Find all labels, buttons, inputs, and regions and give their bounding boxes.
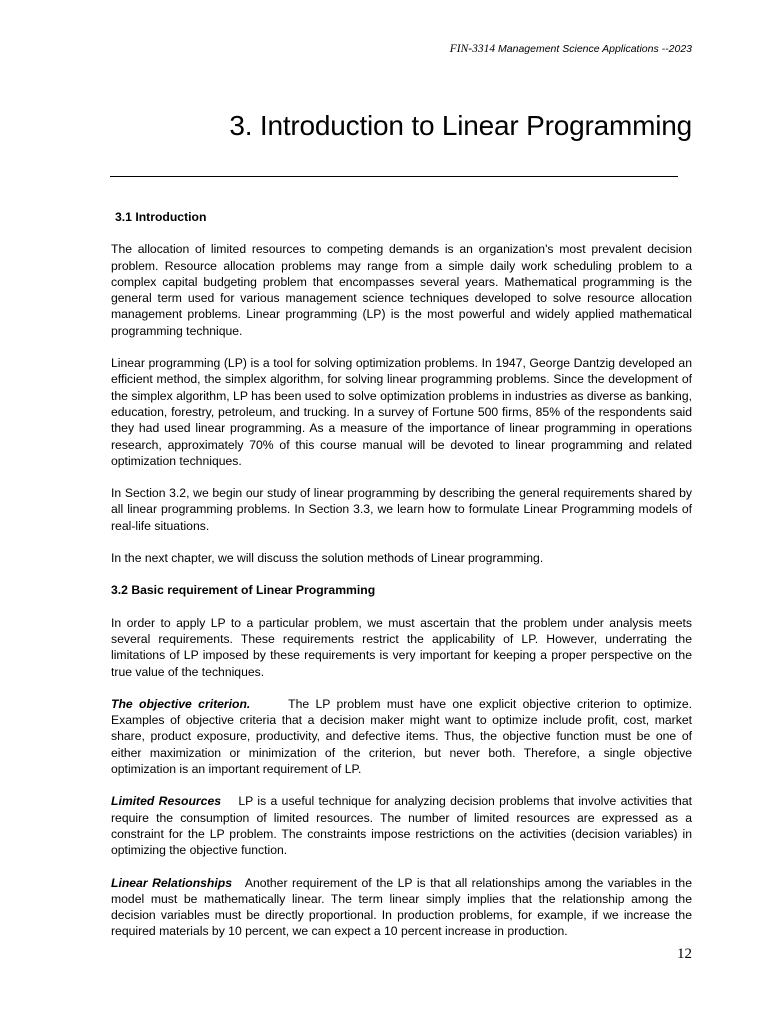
section-heading-3-1: 3.1 Introduction: [115, 210, 207, 224]
section-heading-3-2: 3.2 Basic requirement of Linear Programming: [111, 583, 376, 598]
paragraph-intro-2: Linear programming (LP) is a tool for solving optimization problems. In 1947, George Dantzig developed an efficient method, the simplex algorithm, for solving linear programming problems. Since the development of the simplex algorithm, LP has been used to solve optimization problems in industries as diverse as banking, education, forestry, petroleum, and trucking. In a survey of Fortune 500 firms, 85% of the respondents said they had used linear programming. As a measure of the importance of linear programming in operations research, approximately 70% of this course manual will be devoted to linear programming and related optimization techniques.: [111, 356, 692, 468]
objective-criterion-text: The LP problem must have one explicit objective criterion to optimize. Examples of objective criteria that a decision maker might want to optimize include profit, cost, market share, product exposure, productivity, and defective items. Thus, the objective function must be one of either maximization or minimization of the criterion, but never both. Therefore, a single objective optimization is an important requirement of LP.: [111, 696, 692, 777]
paragraph-linear-relationships: [111, 875, 692, 940]
paragraph-intro-1: The allocation of limited resources to competing demands is an organization's most prevalent decision problem. Resource allocation problems may range from a simple daily work scheduling problem to a complex capital budgeting problem that encompasses several years. Mathematical programming is the general term used for various management science techniques developed to solve resource allocation management problems. Linear programming (LP) is the most powerful and widely applied mathematical programming technique.: [111, 242, 692, 338]
course-code: FIN-3314: [449, 43, 496, 55]
chapter-title: 3. Introduction to Linear Programming: [229, 110, 692, 141]
course-title: Management Science Applications --2023: [495, 43, 692, 55]
paragraph-intro-4: In the next chapter, we will discuss the solution methods of Linear programming.: [111, 551, 544, 566]
paragraph-requirements: In order to apply LP to a particular problem, we must ascertain that the problem under analysis meets several requirements. These requirements restrict the applicability of LP. However, underrating the limitations of LP imposed by these requirements is very important for keeping a proper perspective on the true value of the techniques.: [111, 615, 692, 679]
paragraph-limited-resources: [111, 793, 692, 858]
title-divider: [110, 176, 678, 177]
paragraph-objective-criterion: [111, 696, 692, 777]
linear-relationships-text: Another requirement of the LP is that all relationships among the variables in the model must be mathematically linear. The term linear simply implies that the relationship among the decision variables must be directly proportional. In production problems, for example, if we increase the required materials by 10 percent, we can expect a 10 percent increase in production.: [111, 875, 692, 939]
paragraph-intro-3: In Section 3.2, we begin our study of linear programming by describing the general requirements shared by all linear programming problems. In Section 3.3, we learn how to formulate Linear Programming models of real-life situations.: [111, 486, 692, 533]
objective-criterion-label: The objective criterion.: [111, 696, 251, 711]
body-text: [111, 209, 692, 940]
limited-resources-text: LP is a useful technique for analyzing decision problems that involve activities that require the consumption of limited resources. The number of limited resources are expressed as a constraint for the LP problem. The constraints impose restrictions on the activities (decision variables) in optimizing the objective function.: [111, 794, 692, 858]
linear-relationships-label: Linear Relationships: [111, 875, 232, 890]
page-number: 12: [677, 946, 692, 962]
running-header: [450, 43, 692, 55]
limited-resources-label: Limited Resources: [111, 794, 221, 809]
